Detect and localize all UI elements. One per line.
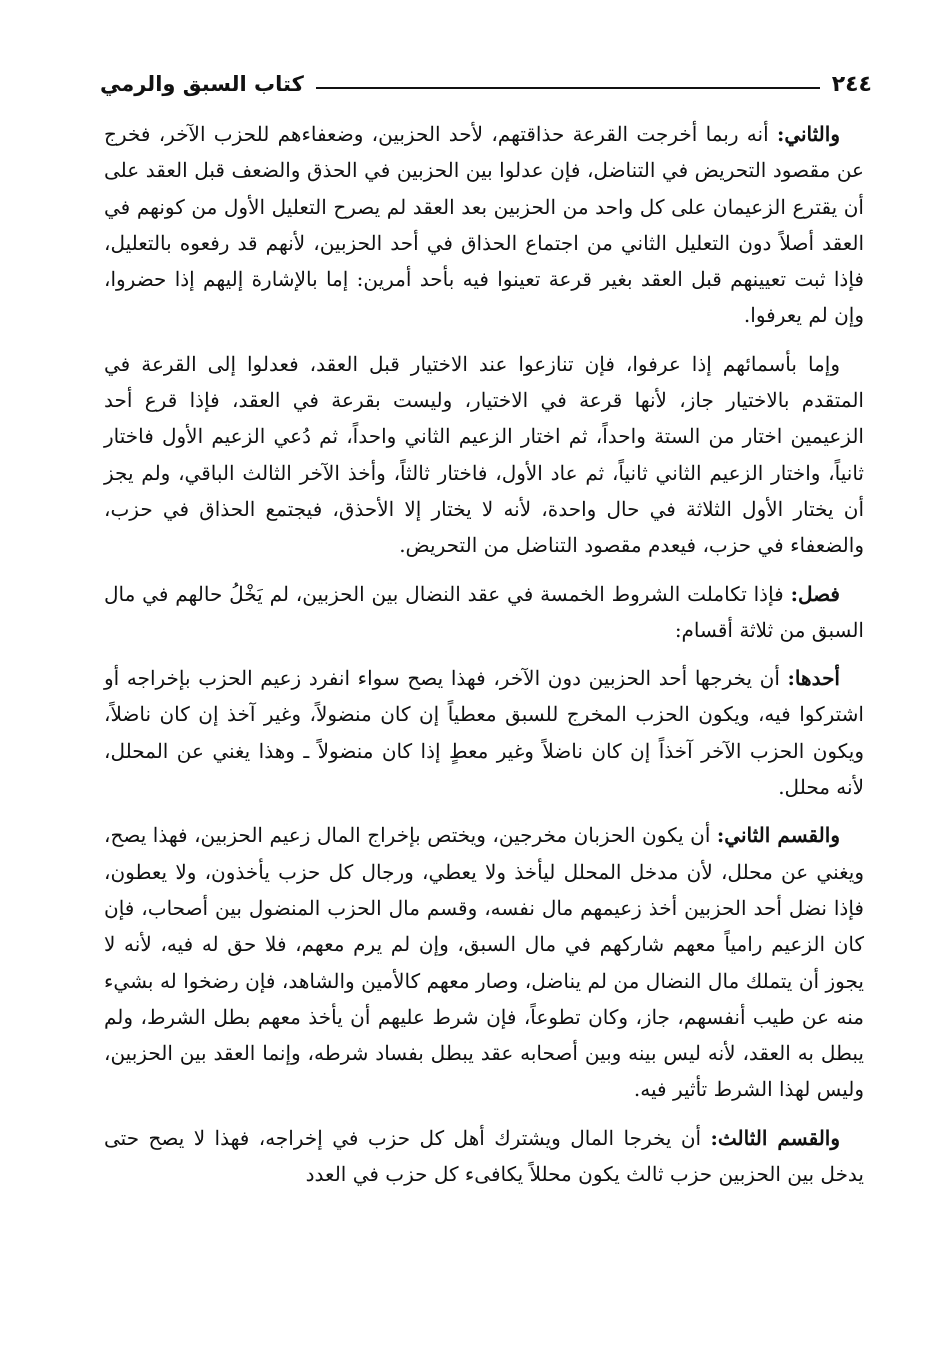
- paragraph-text: أنه ربما أخرجت القرعة حذاقتهم، لأحد الحزبين، وضعفاءهم للحزب الآخر، فخرج عن مقصود التحريض في التناضل، فإن عدلوا بين الحزبين في الحذق والضعف قبل العقد على أن يقترع الزعيمان على كل واحد من الحزبين بعد العقد لم يصرح التعليل الأول من كونهم في العقد أصلاً دون التعليل الثاني من اجتماع الحذاق في أحد الحزبين، لأنهم قد رفعوه بالتعليل، فإذا ثبت تعيينهم قبل العقد بغير قرعة تعينوا فيه بأحد أمرين: إما بالإشارة إليهم إذا حضروا، وإن لم يعرفوا.: [104, 122, 864, 328]
- body-text: [104, 116, 864, 1204]
- paragraph-text: أن يخرجها أحد الحزبين دون الآخر، فهذا يصح سواء انفرد زعيم الحزب بإخراجه أو اشتركوا فيه، ويكون الحزب المخرج للسبق معطياً إن كان منضولاً، وغير آخذ إن كان ناضلاً، ويكون الحزب الآخر آخذاً إن كان ناضلاً وغير معطٍ إذا كان منضولاً ـ وهذا يغني عن المحلل، لأنه محلل.: [104, 666, 864, 800]
- paragraph: [104, 576, 864, 649]
- page-header: [100, 64, 872, 104]
- paragraph-text: فإذا تكاملت الشروط الخمسة في عقد النضال بين الحزبين، لم يَخْلُ حالهم في مال السبق من ثلاثة أقسام:: [104, 581, 864, 642]
- paragraph-lead: والقسم الثالث:: [710, 1125, 841, 1150]
- paragraph-text: أن يخرجا المال ويشترك أهل كل حزب في إخراجه، فهذا لا يصح حتى يدخل بين الحزبين حزب ثالث يكون محللاً يكافىء كل حزب في العدد: [104, 1125, 864, 1187]
- paragraph-lead: أحدها:: [787, 666, 840, 691]
- paragraph: [104, 116, 864, 334]
- page-number: ٢٤٤: [831, 71, 872, 97]
- paragraph: [104, 1120, 864, 1193]
- paragraph-text: وإما بأسمائهم إذا عرفوا، فإن تنازعوا عند الاختيار قبل العقد، فعدلوا إلى القرعة في المتقدم بالاختيار جاز، لأنها قرعة في الاختيار، وليست بقرعة في العقد، فإذا قرع أحد الزعيمين اختار من الستة واحداً، ثم اختار الزعيم الثاني واحداً، ثم دُعي الزعيم الأول فاختار ثانياً، واختار الزعيم الثاني ثانياً، ثم عاد الأول، فاختار ثالثاً، وأخذ الآخر الثالث الباقي، ولم يجز أن يختار الأول الثلاثة في حال واحدة، لأنه لا يختار إلا الأحذق، فيجتمع الحذاق في حزب، والضعفاء في حزب، فيعدم مقصود التناضل من التحريض.: [104, 351, 864, 558]
- paragraph-lead: والقسم الثاني:: [716, 823, 840, 848]
- paragraph-text: أن يكون الحزبان مخرجين، ويختص بإخراج المال زعيم الحزبين، فهذا يصح، ويغني عن محلل، لأن مدخل المحلل ليأخذ ولا يعطي، ورجال كل حزب يأخذون، ولا يعطون، فإذا نضل أحد الحزبين أخذ زعيمهم مال نفسه، وقسم مال الحزب المنضول بين أصحاب، فإن كان الزعيم رامياً معهم شاركهم في مال السبق، وإن لم يرم معهم، فلا حق له فيه، لأنه لا يجوز أن يتملك مال النضال من لم يناضل، وصار معهم كالأمين والشاهد، فإن رضخوا له بشيء منه عن طيب أنفسهم، جاز، وكان تطوعاً، فإن شرط عليهم أن يأخذ معهم بطل الشرط، ولم يبطل به العقد، لأنه ليس بينه وبين أصحابه عقد يبطل بفساد شرطه، وإنما العقد بين الحزبين، وليس لهذا الشرط تأثير فيه.: [104, 823, 864, 1102]
- header-rule: [316, 87, 820, 89]
- paragraph-lead: والثاني:: [776, 122, 840, 146]
- paragraph-lead: فصل:: [790, 581, 840, 606]
- running-title: كتاب السبق والرمي: [100, 72, 304, 96]
- paragraph: [104, 660, 864, 805]
- paragraph: [104, 346, 864, 564]
- paragraph: [104, 817, 864, 1107]
